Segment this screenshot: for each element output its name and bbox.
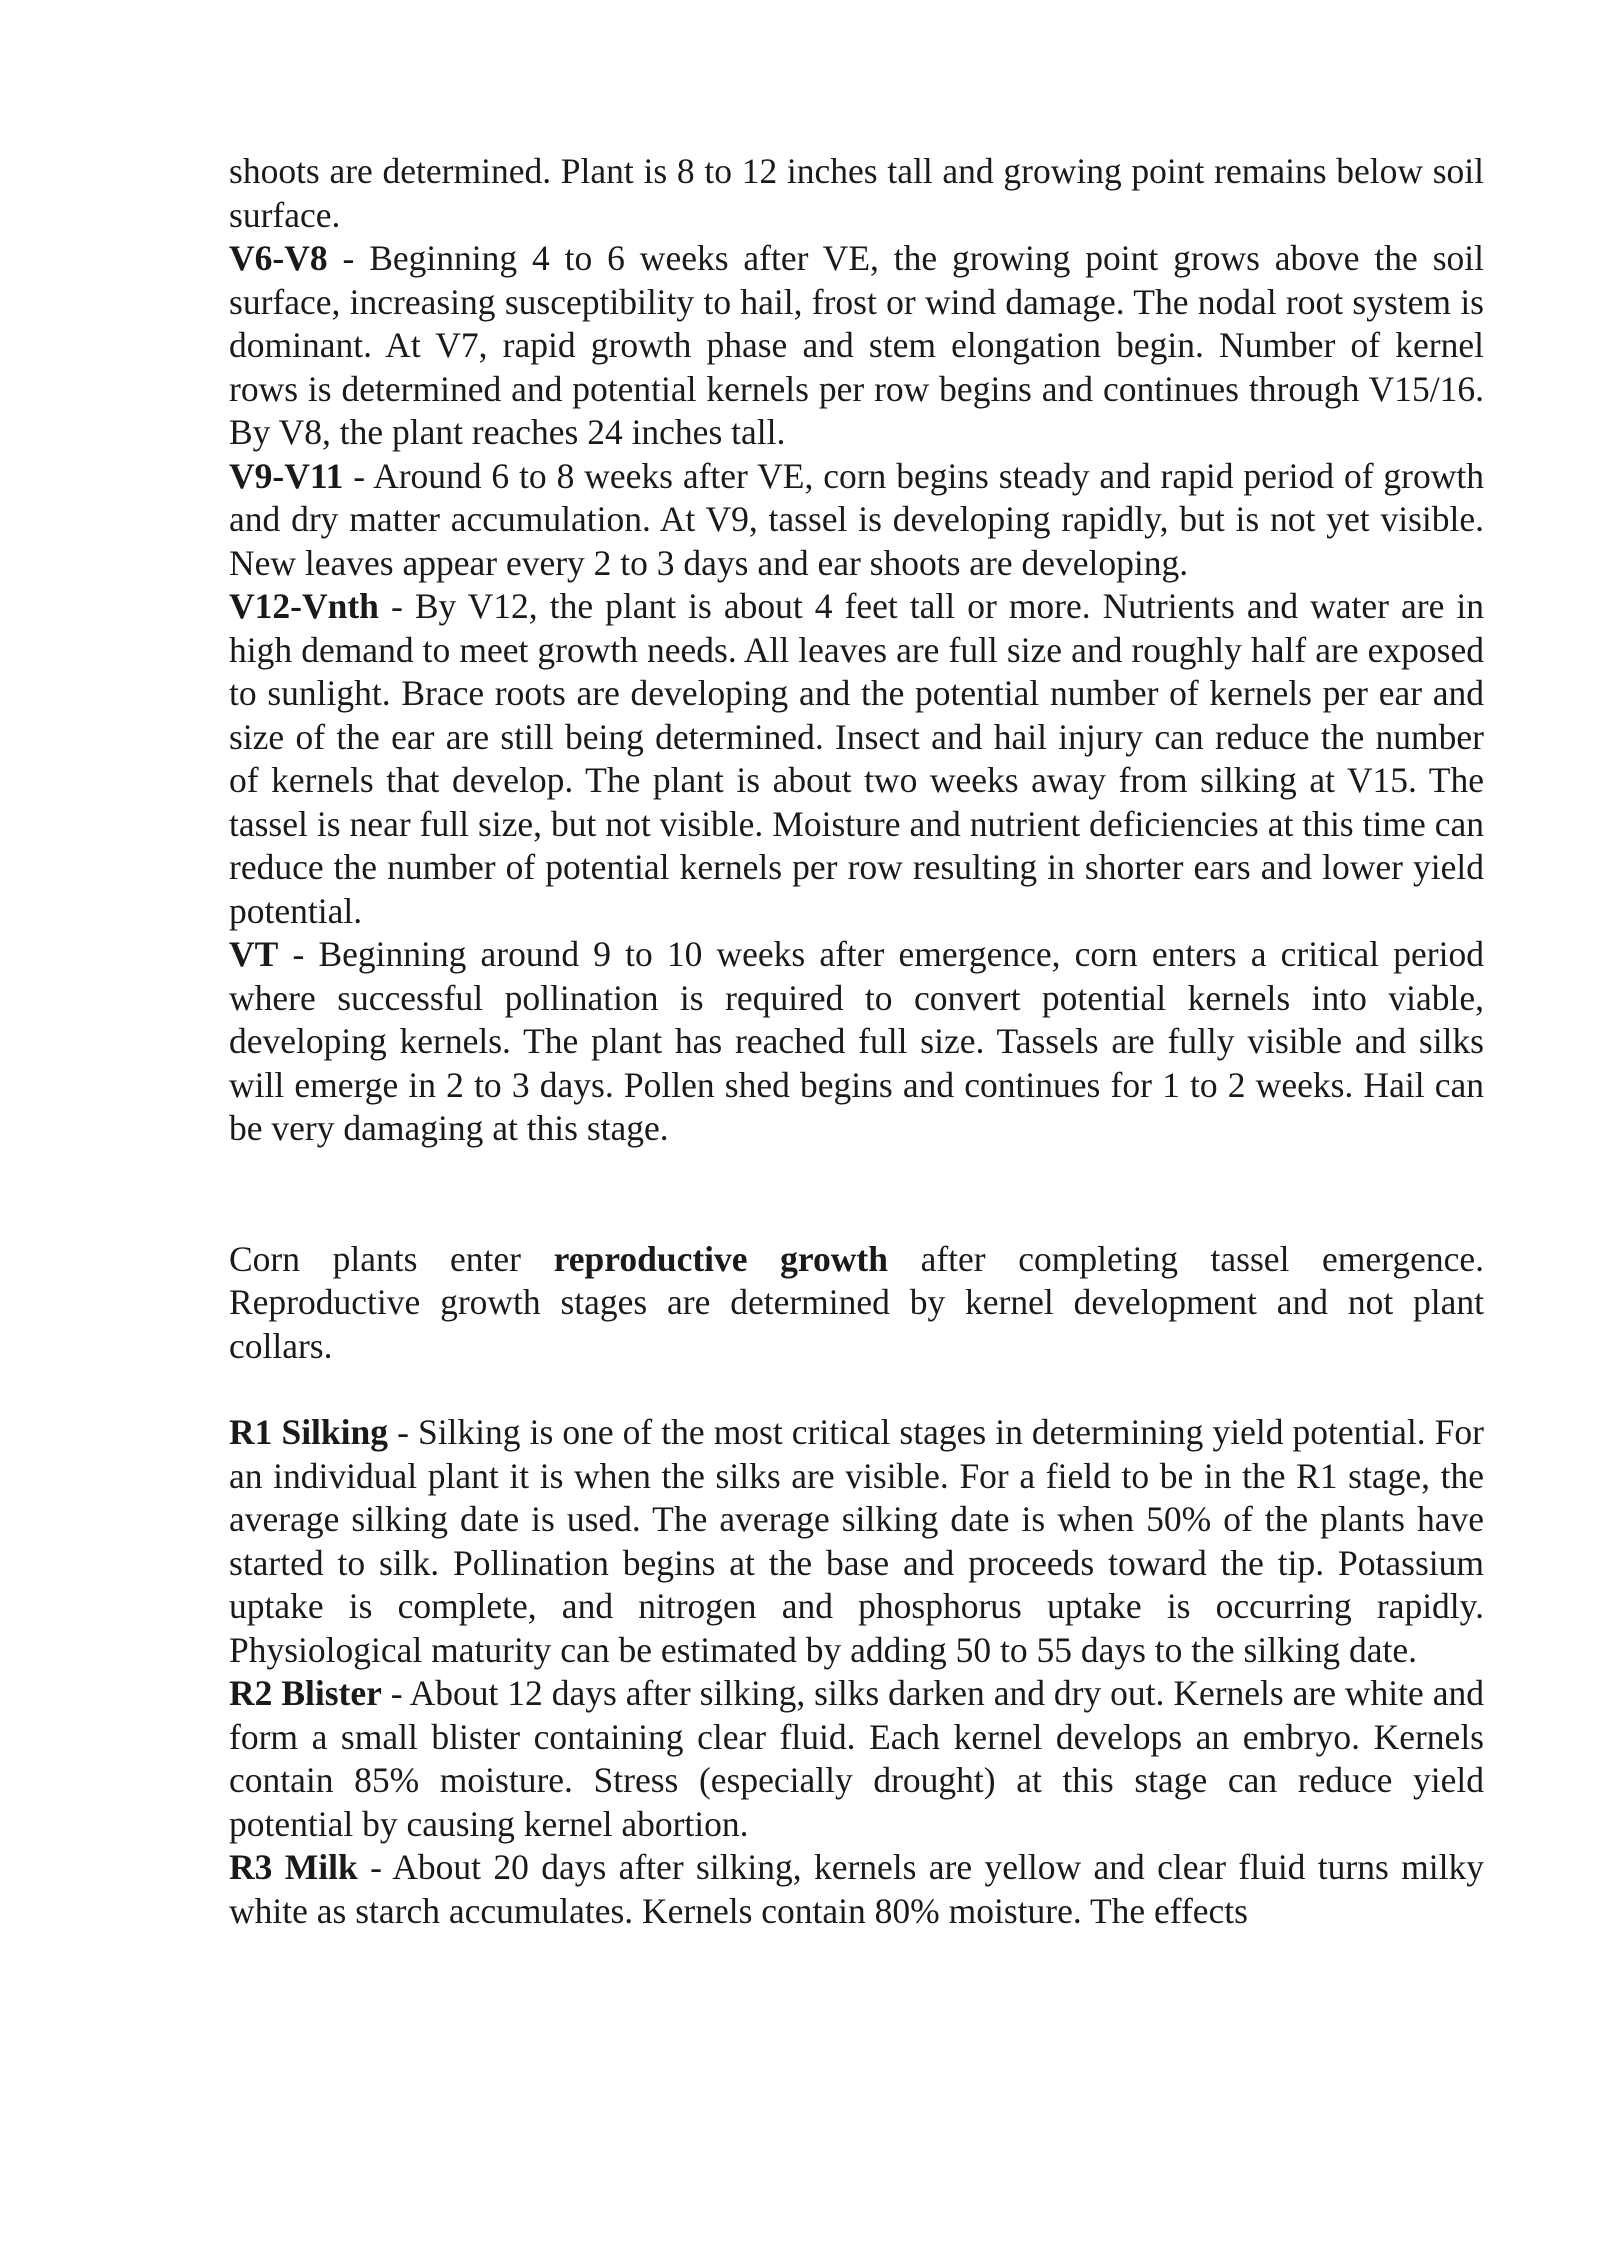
emphasis-term: reproductive growth bbox=[553, 1238, 888, 1279]
section-spacer bbox=[229, 1151, 1484, 1238]
paragraph-text: By V12, the plant is about 4 feet tall or more. Nutrients and water are in high demand to meet growth needs. All leaves are full size and roughly half are exposed to sunlight. Brace roots are developing and the potential number of kernels per ear and size of the ear are still being determined. Insect and hail injury can reduce the number of kernels that develop. The plant is about two weeks away from silking at V15. The tassel is near full size, but not visible. Moisture and nutrient deficiencies at this time can reduce the number of potential kernels per row resulting in shorter ears and lower yield potential. bbox=[229, 586, 1485, 931]
paragraph-text: Beginning around 9 to 10 weeks after emergence, corn enters a critical period where successful pollination is required to convert potential kernels into viable, developing kernels. The plant has reached full size. Tassels are fully visible and silks will emerge in 2 to 3 days. Pollen shed begins and continues for 1 to 2 weeks. Hail can be very damaging at this stage. bbox=[229, 934, 1484, 1148]
paragraph-text: About 20 days after silking, kernels are yellow and clear fluid turns milky white as starch accumulates. Kernels contain 80% moisture. The effects bbox=[229, 1847, 1484, 1931]
stage-heading: V6-V8 bbox=[229, 238, 328, 278]
paragraph-text: after completing tassel emergence. Reproductive growth stages are determined by kernel development and not plant collars. bbox=[229, 1238, 1485, 1366]
paragraph-text: About 12 days after silking, silks darken and dry out. Kernels are white and form a small blister containing clear fluid. Each kernel develops an embryo. Kernels contain 85% moisture. Stress (especially drought) at this stage can reduce yield potential by causing kernel abortion. bbox=[229, 1673, 1484, 1844]
paragraph-v12-vnth bbox=[229, 585, 1484, 933]
paragraph-v6-v8 bbox=[229, 237, 1484, 455]
stage-heading: V12-Vnth bbox=[229, 586, 379, 626]
paragraph-vt bbox=[229, 933, 1484, 1151]
paragraph-text: Silking is one of the most critical stages in determining yield potential. For an individual plant it is when the silks are visible. For a field to be in the R1 stage, the average silking date is used. The average silking date is when 50% of the plants have started to silk. Pollination begins at the base and proceeds toward the tip. Potassium uptake is complete, and nitrogen and phosphorus uptake is occurring rapidly. Physiological maturity can be estimated by adding 50 to 55 days to the silking date. bbox=[229, 1412, 1484, 1670]
paragraph-text: Beginning 4 to 6 weeks after VE, the growing point grows above the soil surface, increasing susceptibility to hail, frost or wind damage. The nodal root system is dominant. At V7, rapid growth phase and stem elongation begin. Number of kernel rows is determined and potential kernels per row begins and continues through V15/16. By V8, the plant reaches 24 inches tall. bbox=[229, 238, 1484, 452]
heading-separator: - bbox=[343, 455, 374, 496]
stage-heading: VT bbox=[229, 934, 279, 974]
document-page bbox=[229, 150, 1484, 1933]
paragraph-v9-v11 bbox=[229, 455, 1484, 586]
paragraph-r2-blister bbox=[229, 1672, 1484, 1846]
heading-separator: - bbox=[327, 238, 370, 278]
paragraph-text: Corn plants enter bbox=[229, 1238, 554, 1279]
paragraph-reproductive-intro bbox=[229, 1238, 1484, 1369]
stage-heading: V9-V11 bbox=[229, 455, 344, 496]
section-spacer bbox=[229, 1368, 1484, 1411]
heading-separator: - bbox=[357, 1847, 393, 1887]
stage-heading: R2 Blister bbox=[229, 1673, 382, 1713]
stage-heading: R3 Milk bbox=[229, 1847, 358, 1887]
heading-separator: - bbox=[388, 1412, 418, 1452]
stage-heading: R1 Silking bbox=[229, 1412, 389, 1452]
paragraph-text: shoots are determined. Plant is 8 to 12 inches tall and growing point remains below soil surface. bbox=[229, 151, 1484, 235]
paragraph-r1-silking bbox=[229, 1411, 1484, 1672]
heading-separator: - bbox=[278, 934, 319, 974]
paragraph-text: Around 6 to 8 weeks after VE, corn begins steady and rapid period of growth and dry matter accumulation. At V9, tassel is developing rapidly, but is not yet visible. New leaves appear every 2 to 3 days and ear shoots are developing. bbox=[229, 455, 1484, 583]
heading-separator: - bbox=[378, 586, 415, 626]
heading-separator: - bbox=[381, 1673, 410, 1713]
paragraph-r3-milk bbox=[229, 1846, 1484, 1933]
paragraph-v5-continuation bbox=[229, 150, 1484, 237]
